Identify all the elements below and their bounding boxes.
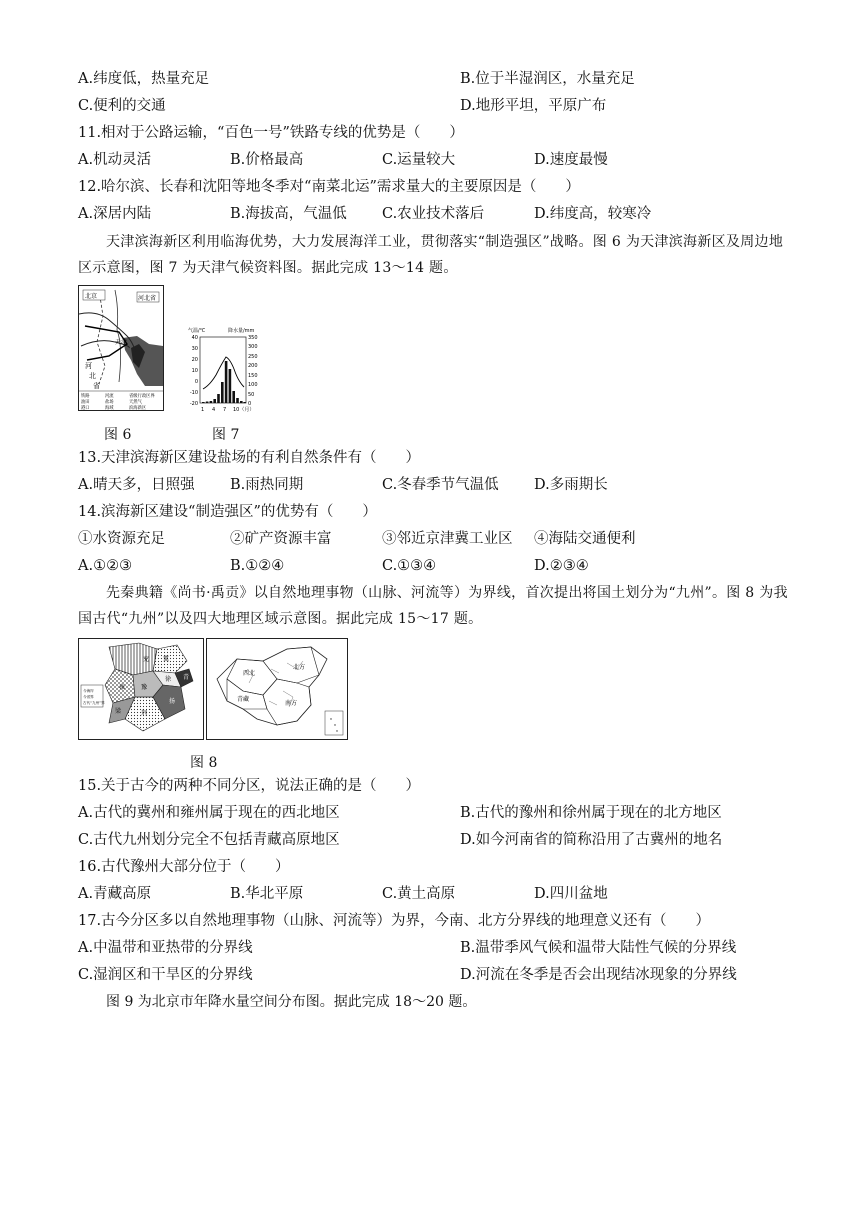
region-label-liang: 梁 — [115, 708, 122, 715]
precip-tick: 300 — [248, 344, 258, 350]
precip-tick: 200 — [248, 363, 258, 369]
intro-15-17 — [78, 580, 790, 632]
q14-statement-3: ③邻近京津冀工业区 — [382, 531, 513, 547]
temp-tick: 40 — [191, 335, 198, 341]
q13-option-b: B.雨热同期 — [230, 477, 304, 493]
legend-coastline: 今海岸 — [83, 689, 94, 693]
figure-7-caption: 图 7 — [212, 427, 240, 443]
q11-option-d: D.速度最慢 — [534, 152, 608, 168]
figure-6-map — [78, 285, 164, 411]
nine-provinces-graphic — [79, 639, 203, 739]
four-regions-graphic — [207, 639, 347, 739]
figure-8-four-regions-map — [206, 638, 348, 740]
q10-option-c: C.便利的交通 — [78, 98, 166, 114]
legend-binhai: 滨海新区 — [129, 406, 147, 410]
legend-railway: 铁路 — [81, 394, 90, 399]
q14-statement-1: ①水资源充足 — [78, 531, 165, 547]
month-tick: 4 — [212, 407, 216, 413]
figure-7-climate-chart — [186, 327, 266, 415]
legend-province-border: 省级行政区界 — [129, 394, 155, 399]
q17-option-row-2 — [78, 964, 737, 986]
figure-8-nine-provinces-map — [78, 638, 204, 740]
intro-18-20-text: 图 9 为北京市年降水量空间分布图。据此完成 18～20 题。 — [106, 994, 477, 1010]
region-label-south: 南方 — [285, 700, 298, 707]
q13-option-d: D.多雨期长 — [534, 477, 608, 493]
region-label-yan: 兖 — [143, 656, 150, 663]
q13-stem: 13.天津滨海新区建设盐场的有利自然条件有（ ） — [78, 450, 421, 466]
precip-tick: 350 — [248, 335, 258, 341]
legend-saltfield: 盐场 — [105, 400, 114, 405]
legend-nine-provinces-line: 古代“九州”界 — [83, 701, 105, 705]
legend-river: 河流 — [105, 394, 114, 399]
legend-port: 港口 — [81, 406, 90, 410]
precip-tick: 0 — [248, 401, 252, 407]
q14-option-a: A.①②③ — [78, 558, 133, 574]
region-label-ji: 冀 — [163, 656, 170, 663]
q11-options — [78, 149, 778, 171]
q13-option-a: A.晴天多，日照强 — [78, 477, 195, 493]
q14-stem: 14.滨海新区建设“制造强区”的优势有（ ） — [78, 504, 377, 520]
q16-stem: 16.古代豫州大部分位于（ ） — [78, 859, 290, 875]
month-tick: 7 — [223, 407, 227, 413]
q16-option-c: C.黄土高原 — [382, 886, 456, 902]
figure-6-caption: 图 6 — [104, 427, 132, 443]
q17-option-d: D.河流在冬季是否会出现结冰现象的分界线 — [460, 967, 737, 983]
q13-option-c: C.冬春季节气温低 — [382, 477, 499, 493]
temp-tick: 0 — [194, 379, 198, 385]
q15-option-d: D.如今河南省的简称沿用了古冀州的地名 — [460, 832, 723, 848]
map-label-hebei: 河北省 — [138, 295, 157, 302]
q14-statements — [78, 528, 778, 550]
region-label-northwest: 西北 — [243, 670, 256, 677]
intro-13-14-text: 天津滨海新区利用临海优势，大力发展海洋工业，贯彻落实“制造强区”战略。图 6 为天津滨海新区及周边地区示意图，图 7 为天津气候资料图。据此完成 13～14 题。 — [78, 234, 784, 276]
climate-chart-graphic — [186, 327, 266, 415]
q14-option-d: D.②③④ — [534, 558, 589, 574]
q10-option-b: B.位于半湿润区，水量充足 — [460, 71, 635, 87]
q10-option-a: A.纬度低，热量充足 — [78, 71, 210, 87]
q15-option-a: A.古代的冀州和雍州属于现在的西北地区 — [78, 805, 340, 821]
region-label-qing: 青 — [183, 674, 190, 681]
temp-axis-title: 气温/℃ — [188, 328, 206, 334]
temp-tick: 30 — [191, 346, 198, 352]
month-tick: 10（月） — [233, 407, 255, 413]
legend-province-line: 今省界 — [83, 695, 94, 699]
precip-tick: 250 — [248, 354, 258, 360]
q10-option-row-1 — [78, 68, 635, 90]
tianjin-map-graphic — [79, 286, 163, 410]
q11-option-b: B.价格最高 — [230, 152, 304, 168]
precip-tick: 50 — [248, 392, 255, 398]
intro-13-14 — [78, 229, 790, 281]
q16-option-d: D.四川盆地 — [534, 886, 608, 902]
q15-option-row-1 — [78, 802, 722, 824]
q13-options — [78, 474, 778, 496]
q12-option-c: C.农业技术落后 — [382, 206, 485, 222]
precip-axis-title: 降水量/mm — [228, 328, 255, 334]
region-label-yong: 雍 — [119, 684, 126, 691]
q11-option-a: A.机动灵活 — [78, 152, 152, 168]
region-label-yang: 扬 — [169, 698, 176, 705]
q14-statement-4: ④海陆交通便利 — [534, 531, 636, 547]
q15-option-b: B.古代的豫州和徐州属于现在的北方地区 — [460, 805, 722, 821]
intro-18-20 — [78, 991, 476, 1013]
q16-options — [78, 883, 778, 905]
map-label-he: 河 — [85, 362, 92, 370]
region-label-jing: 荆 — [141, 710, 148, 717]
region-label-xu: 徐 — [165, 676, 172, 683]
q17-option-row-1 — [78, 937, 737, 959]
q17-option-a: A.中温带和亚热带的分界线 — [78, 940, 253, 956]
q12-option-a: A.深居内陆 — [78, 206, 152, 222]
q10-option-row-2 — [78, 95, 607, 117]
region-label-north: 北方 — [293, 664, 306, 671]
map-label-sheng: 省 — [93, 382, 100, 390]
temp-tick: 10 — [191, 368, 198, 374]
temp-tick: -20 — [189, 401, 198, 407]
q14-option-c: C.①③④ — [382, 558, 437, 574]
legend-natural-gas: 天然气 — [129, 400, 142, 405]
region-label-yu: 豫 — [141, 684, 148, 691]
month-tick: 1 — [201, 407, 205, 413]
q14-statement-2: ②矿产资源丰富 — [230, 531, 332, 547]
q11-option-c: C.运量较大 — [382, 152, 456, 168]
temp-tick: 20 — [191, 357, 198, 363]
precip-tick: 100 — [248, 382, 258, 388]
q14-option-b: B.①②④ — [230, 558, 285, 574]
map-label-beijing: 北京 — [85, 293, 98, 300]
q12-option-b: B.海拔高，气温低 — [230, 206, 347, 222]
q11-stem: 11.相对于公路运输，“百色一号”铁路专线的优势是（ ） — [78, 125, 464, 141]
q15-option-c: C.古代九州划分完全不包括青藏高原地区 — [78, 832, 340, 848]
q12-option-d: D.纬度高，较寒冷 — [534, 206, 652, 222]
q17-option-b: B.温带季风气候和温带大陆性气候的分界线 — [460, 940, 737, 956]
figure-8-caption: 图 8 — [190, 755, 218, 771]
q10-option-d: D.地形平坦，平原广布 — [460, 98, 607, 114]
precip-tick: 150 — [248, 373, 258, 379]
region-label-qingzang: 青藏 — [237, 696, 250, 703]
q17-stem: 17.古今分区多以自然地理事物（山脉、河流等）为界，今南、北方分界线的地理意义还有（ ） — [78, 913, 711, 929]
q17-option-c: C.湿润区和干旱区的分界线 — [78, 967, 253, 983]
south-sea-inset — [325, 711, 343, 735]
q12-options — [78, 203, 778, 225]
intro-15-17-text: 先秦典籍《尚书·禹贡》以自然地理事物（山脉、河流等）为界线，首次提出将国土划分为“九州”。图 8 为我国古代“九州”以及四大地理区域示意图。据此完成 15～17 题。 — [78, 585, 788, 627]
map-label-tianjin: 天津 — [115, 339, 128, 346]
q16-option-a: A.青藏高原 — [78, 886, 152, 902]
map-label-bei: 北 — [89, 372, 96, 380]
legend-sea: 海域 — [105, 406, 114, 410]
legend-oilfield: 油田 — [81, 400, 90, 405]
q15-stem: 15.关于古今的两种不同分区，说法正确的是（ ） — [78, 778, 421, 794]
q15-option-row-2 — [78, 829, 723, 851]
q16-option-b: B.华北平原 — [230, 886, 304, 902]
temp-tick: -10 — [189, 390, 198, 396]
q14-options — [78, 555, 778, 577]
q12-stem: 12.哈尔滨、长春和沈阳等地冬季对“南菜北运”需求量大的主要原因是（ ） — [78, 179, 580, 195]
